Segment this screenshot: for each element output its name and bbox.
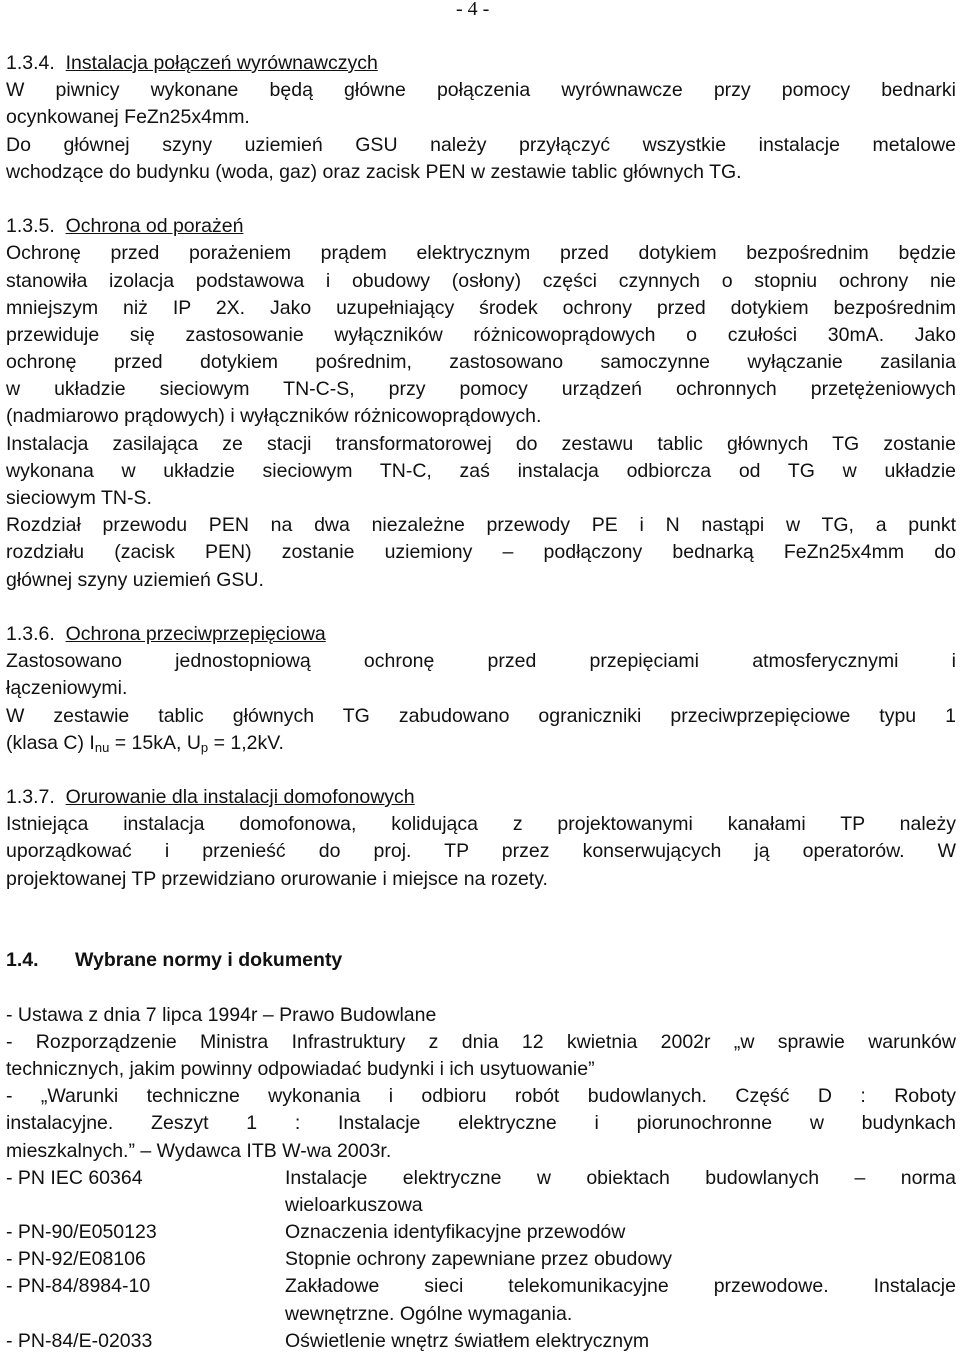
paragraph-line: wykonana w układzie sieciowym TN-C, zaś instalacja odbiorcza od TG w układzie: [6, 459, 956, 482]
norm-row: [6, 1246, 956, 1273]
list-line: instalacyjne. Zeszyt 1 : Instalacje elektryczne i piorunochronne w budynkach: [6, 1112, 956, 1135]
norm-description: wieloarkuszowa: [285, 1193, 423, 1216]
list-line: technicznych, jakim powinny odpowiadać budynki i ich usytuowanie”: [6, 1057, 595, 1080]
list-line: mieszkalnych.” – Wydawca ITB W-wa 2003r.: [6, 1139, 392, 1162]
section-heading-1-3-7: [6, 784, 956, 811]
norm-code: - PN-84/8984-10: [6, 1275, 151, 1298]
norm-description: wewnętrzne. Ogólne wymagania.: [285, 1302, 573, 1325]
paragraph-line: przewiduje się zastosowanie wyłączników różnicowoprądowych o czułości 30mA. Jako: [6, 323, 956, 346]
norm-description: Zakładowe sieci telekomunikacyjne przewodowe. Instalacje: [285, 1275, 956, 1298]
section-number: 1.3.6.: [6, 622, 55, 645]
norm-row: [6, 1328, 956, 1355]
paragraph-line: ocynkowanej FeZn25x4mm.: [6, 106, 250, 129]
section-number: 1.4.: [6, 949, 39, 972]
section-heading-1-3-6: [6, 621, 956, 648]
norm-row: [6, 1219, 956, 1246]
section-title: Ochrona przeciwprzepięciowa: [65, 622, 326, 645]
paragraph-line: W piwnicy wykonane będą główne połączenia wyrównawcze przy pomocy bednarki: [6, 79, 956, 102]
paragraph-line: rozdziału (zacisk PEN) zostanie uziemiony – podłączony bednarką FeZn25x4mm do: [6, 541, 956, 564]
page-number: - 4 -: [456, 0, 490, 20]
list-line: - Ustawa z dnia 7 lipca 1994r – Prawo Budowlane: [6, 1003, 437, 1026]
norm-description: Instalacje elektryczne w obiektach budowlanych – norma: [285, 1166, 956, 1189]
paragraph-line-with-subscripts: [6, 730, 956, 757]
paragraph-line: uporządkować i przenieść do proj. TP przez konserwujących ją operatorów. W: [6, 840, 956, 863]
norm-code: - PN-84/E-02033: [6, 1329, 153, 1352]
norm-description: Oświetlenie wnętrz światłem elektrycznym: [285, 1329, 650, 1352]
paragraph-line: (nadmiarowo prądowych) i wyłączników różnicowoprądowych.: [6, 405, 542, 428]
paragraph-line: Do głównej szyny uziemień GSU należy przyłączyć wszystkie instalacje metalowe: [6, 133, 956, 156]
section-heading-1-4: [6, 947, 956, 974]
document-body: [6, 50, 956, 1355]
paragraph-line: Instalacja zasilająca ze stacji transformatorowej do zestawu tablic głównych TG zostanie: [6, 432, 956, 455]
list-line: - „Warunki techniczne wykonania i odbioru robót budowlanych. Część D : Roboty: [6, 1085, 956, 1108]
paragraph-line: Istniejąca instalacja domofonowa, kolidująca z projektowanymi kanałami TP należy: [6, 813, 956, 836]
norm-description: Stopnie ochrony zapewniane przez obudowy: [285, 1248, 673, 1271]
paragraph-line: Rozdział przewodu PEN na dwa niezależne przewody PE i N nastąpi w TG, a punkt: [6, 514, 956, 537]
section-title: Orurowanie dla instalacji domofonowych: [65, 786, 415, 809]
norm-code: - PN-92/E08106: [6, 1248, 146, 1271]
norm-row: [6, 1165, 956, 1219]
paragraph-line: Ochronę przed porażeniem prądem elektrycznym przed dotykiem bezpośrednim będzie: [6, 242, 956, 265]
paragraph-line: głównej szyny uziemień GSU.: [6, 568, 264, 591]
paragraph-line: wchodzące do budynku (woda, gaz) oraz zacisk PEN w zestawie tablic głównych TG.: [6, 160, 742, 183]
paragraph-line: łączeniowymi.: [6, 677, 128, 700]
section-number: 1.3.4.: [6, 52, 55, 74]
norm-code: - PN IEC 60364: [6, 1166, 143, 1189]
section-title: Instalacja połączeń wyrównawczych: [65, 52, 378, 74]
paragraph-line: W zestawie tablic głównych TG zabudowano ograniczniki przeciwprzepięciowe typu 1: [6, 704, 956, 727]
paragraph-line: sieciowym TN-S.: [6, 487, 152, 509]
paragraph-line: Zastosowano jednostopniową ochronę przed przepięciami atmosferycznymi i: [6, 650, 956, 673]
section-heading-1-3-5: [6, 213, 956, 240]
section-title: Wybrane normy i dokumenty: [75, 949, 343, 972]
paragraph-line: stanowiła izolacja podstawowa i obudowy (osłony) części czynnych o stopniu ochrony nie: [6, 269, 956, 292]
paragraph-line: projektowanej TP przewidziano orurowanie i miejsce na rozety.: [6, 867, 548, 890]
subscript: nu: [94, 739, 110, 755]
list-line: - Rozporządzenie Ministra Infrastruktury z dnia 12 kwietnia 2002r „w sprawie warunków: [6, 1030, 956, 1053]
text-fragment: = 15kA, U: [109, 731, 201, 754]
section-heading-1-3-4: [6, 50, 956, 77]
section-number: 1.3.7.: [6, 786, 55, 809]
subscript: p: [200, 739, 209, 755]
text-fragment: = 1,2kV.: [208, 731, 284, 754]
section-number: 1.3.5.: [6, 215, 55, 238]
text-fragment: (klasa C) I: [6, 731, 95, 754]
norm-code: - PN-90/E050123: [6, 1221, 157, 1244]
paragraph-line: mniejszym niż IP 2X. Jako uzupełniający środek ochrony przed dotykiem bezpośrednim: [6, 296, 956, 319]
paragraph-line: ochronę przed dotykiem pośrednim, zastosowano samoczynne wyłączanie zasilania: [6, 351, 956, 374]
norm-description: Oznaczenia identyfikacyjne przewodów: [285, 1221, 626, 1244]
section-title: Ochrona od porażeń: [65, 215, 244, 238]
paragraph-line: w układzie sieciowym TN-C-S, przy pomocy urządzeń ochronnych przetężeniowych: [6, 378, 956, 401]
norm-row: [6, 1273, 956, 1327]
